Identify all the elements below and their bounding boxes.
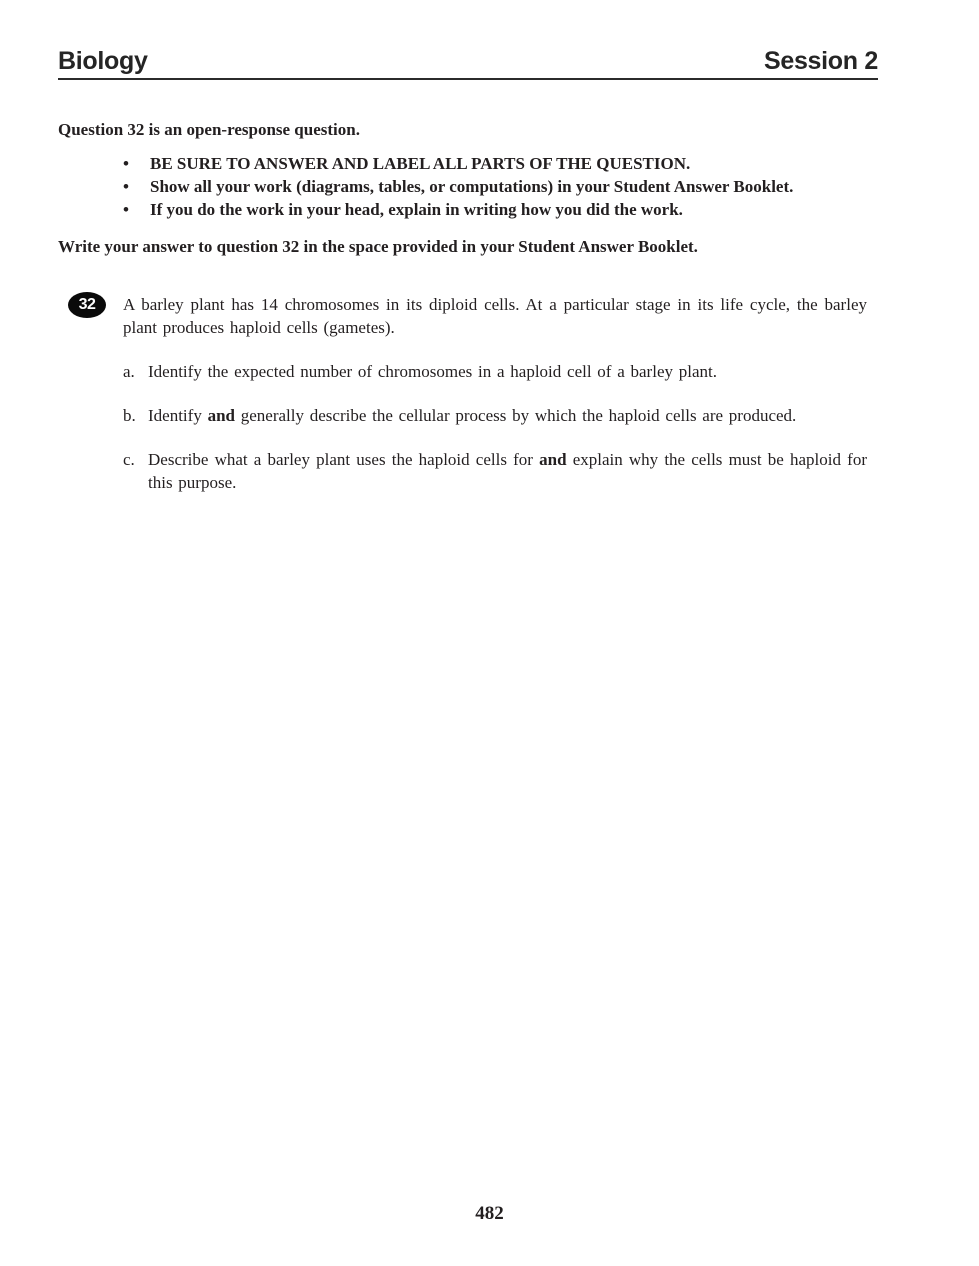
question-type-note: Question 32 is an open-response question. [58,120,360,139]
bullet-text: BE SURE TO ANSWER AND LABEL ALL PARTS OF THE QUESTION. [150,154,691,173]
question-parts [123,360,867,494]
question-part-label: b. [123,406,136,425]
instruction-bullet [123,198,889,221]
question-part [123,404,867,427]
question-part-text: Identify and generally describe the cellular process by which the haploid cells are produced. [148,406,797,425]
header-session: Session 2 [763,47,878,75]
header-subject: Biology [58,47,148,75]
instruction-bullet [123,152,889,175]
question-stem: A barley plant has 14 chromosomes in its diploid cells. At a particular stage in its life cycle, the barley plant produces haploid cells (gametes). [123,295,867,337]
page-header [58,48,878,80]
bullet-icon: • [123,200,129,219]
answer-location-note: Write your answer to question 32 in the space provided in your Student Answer Booklet. [58,237,698,256]
instruction-bullet [123,175,889,198]
page-footer [0,1203,979,1225]
page-number: 482 [475,1203,504,1224]
question-32 [58,293,979,494]
bullet-icon: • [123,154,129,173]
question-part [123,448,867,494]
question-part-label: c. [123,450,135,469]
question-part [123,360,867,383]
question-number-badge [68,292,106,318]
bullet-icon: • [123,177,129,196]
instruction-bullet-list [123,152,889,221]
question-part-text: Identify the expected number of chromosomes in a haploid cell of a barley plant. [148,362,717,381]
question-part-text: Describe what a barley plant uses the haploid cells for and explain why the cells must be haploid for this purpose. [148,450,867,492]
bullet-text: If you do the work in your head, explain in writing how you did the work. [150,200,683,219]
question-number: 32 [78,296,96,313]
bullet-text: Show all your work (diagrams, tables, or computations) in your Student Answer Booklet. [150,177,794,196]
question-part-label: a. [123,362,135,381]
question-body [123,293,867,494]
